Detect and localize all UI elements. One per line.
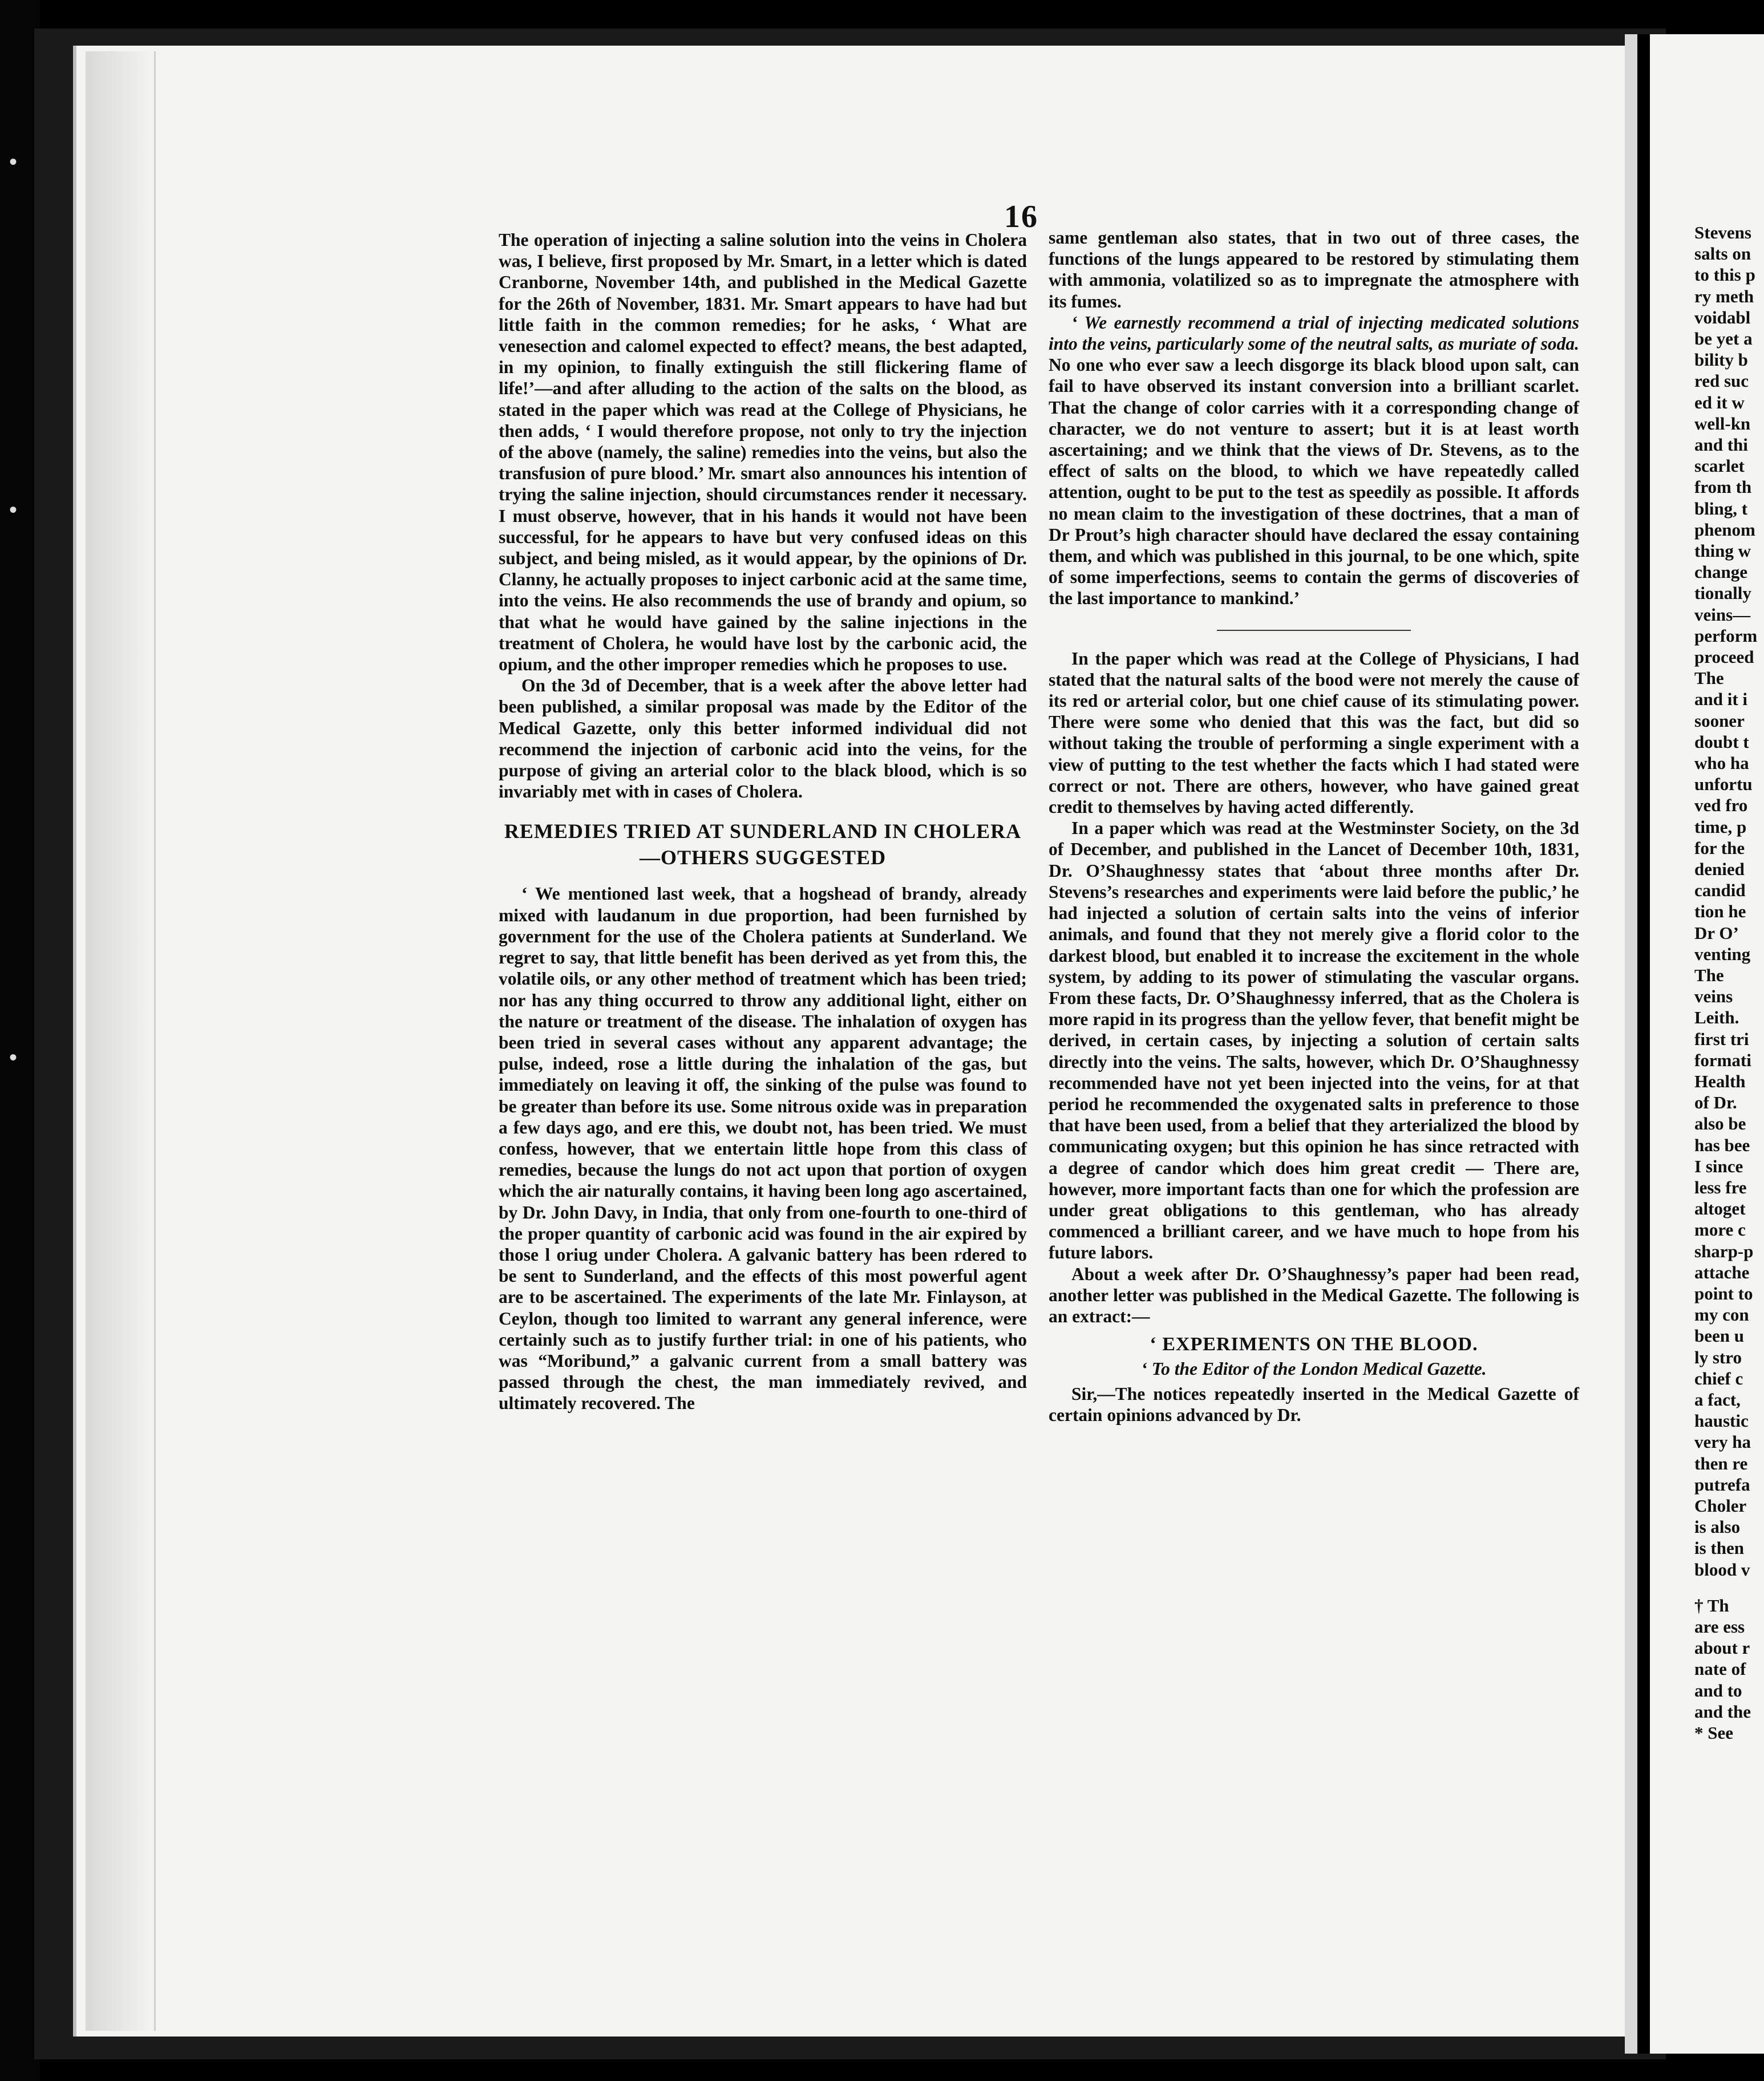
next-page-text-fragment: ved fro [1694, 795, 1748, 816]
quoted-paragraph: ‘ We mentioned last week, that a hogshead of brandy, already mixed with laudanum in due proportion, had been furnished by government for the use of the Cholera patients at Sunderland. We regret to say, that little benefit has been derived as yet from this, the volatile oils, or any other method of treatment which has been tried; nor has any thing occurred to throw any additional light, either on the nature or treatment of the disease. The inhalation of oxygen has been tried in several cases without any apparent advantage; the pulse, indeed, rose a little during the inhalation of the gas, but immediately on leaving it off, the sinking of the pulse was found to be greater than before its use. Some nitrous oxide was in preparation a few days ago, and ere this, we doubt not, has been tried. We must confess, however, that we entertain little hope from this class of remedies, because the lungs do not act upon that portion of oxygen which the air naturally contains, it having been long ago ascertained, by Dr. John Davy, in India, that only from one-fourth to one-third of the proper quantity of carbonic acid was found in the air expired by those l oriug under Cholera. A galvanic battery has been rdered to be sent to Sunderland, and the effects of this most powerful agent are to be ascertained. The experiments of the late Mr. Finlayson, at Ceylon, though too limited to warrant any general inference, were certainly such as to justify further trial: in one of his patients, who was “Moribund,” a galvanic current from a small battery was passed through the chest, the man immediately revived, and ultimately recovered. The [499, 884, 1027, 1414]
next-page-text-fragment: altoget [1694, 1199, 1746, 1219]
letter-addressee: ‘ To the Editor of the London Medical Gazette. [1141, 1359, 1487, 1379]
next-page-text-fragment: my con [1694, 1305, 1749, 1325]
letter-body: Sir,—The notices repeatedly inserted in the Medical Gazette of certain opinions advanced by Dr. [1049, 1383, 1579, 1425]
next-page-text-fragment: The [1694, 668, 1724, 689]
next-page-text-fragment: point to [1694, 1284, 1753, 1303]
next-page-text-fragment: tion he [1694, 901, 1746, 922]
next-page-text-fragment: change [1694, 562, 1747, 582]
quote-italic: ‘ We earnestly recommend a trial of injecting medicated solutions into the veins, particularly some of the neutral salts, as muriate of soda. [1049, 312, 1579, 354]
next-page-text-fragment: proceed [1694, 647, 1754, 667]
next-page-text-fragment: from th [1694, 477, 1752, 497]
quoted-paragraph [1049, 312, 1579, 609]
next-page-fragment [1650, 34, 1764, 2054]
next-page-text-fragment: Dr O’ [1694, 922, 1739, 943]
next-page-text-fragment: and to [1694, 1680, 1742, 1701]
next-page-text-fragment: more c [1694, 1220, 1746, 1240]
margin-mark: • [9, 149, 18, 175]
next-page-text-fragment: ry meth [1694, 286, 1754, 306]
next-page-text-fragment: tionally [1694, 583, 1751, 604]
next-page-text-fragment: phenom [1694, 519, 1755, 540]
next-page-text-fragment: chief c [1694, 1368, 1743, 1388]
next-page-text-fragment: Health [1694, 1071, 1746, 1091]
next-page-text-fragment: denied [1694, 859, 1745, 879]
next-page-text-fragment: of Dr. [1694, 1092, 1737, 1113]
next-page-text-fragment: less fre [1694, 1177, 1747, 1197]
next-page-text-fragment: bility b [1694, 350, 1748, 370]
body-paragraph: In a paper which was read at the Westminster Society, on the 3d of December, and published in the Lancet of December 10th, 1831, Dr. O’Shaughnessy states that ‘about three months after Dr. Stevens’s researches and experiments were laid before the public,’ he had injected a solution of certain salts into the veins of inferior animals, and found that they not merely give a florid color to the darkest blood, but enabled it to increase the excitement in the whole system, by adding to its power of stimulating the vascular organs. From these facts, Dr. O’Shaughnessy inferred, that as the Cholera is more rapid in its progress than the yellow fever, that benefit might be derived, in certain cases, by injecting a solution of certain salts directly into the veins. The salts, however, which Dr. O’Shaughnessy recommended have not yet been injected into the veins, for at that period he recommended the oxygenated salts in preference to those that have been used, from a belief that they arterialized the blood by communicating oxygen; but this opinion he has since retracted with a degree of candor which does him great credit — There are, however, more important facts than one for which the profession are under great obligations to this gentleman, who has already commenced a brilliant career, and we have much to hope from his future labors. [1049, 818, 1579, 1263]
next-page-text-fragment: about r [1694, 1638, 1750, 1658]
next-page-text-fragment: perform [1694, 625, 1758, 646]
next-page-text-fragment: The [1694, 965, 1724, 985]
next-page-text-fragment: are ess [1694, 1617, 1745, 1637]
next-page-text-fragment: attache [1694, 1262, 1750, 1282]
margin-mark: • [9, 1044, 18, 1070]
next-page-text-fragment: then re [1694, 1453, 1748, 1473]
letter-heading: ‘ EXPERIMENTS ON THE BLOOD. [1150, 1334, 1478, 1355]
body-paragraph: About a week after Dr. O’Shaughnessy’s paper had been read, another letter was published in the Medical Gazette. The following is an extract:— [1049, 1264, 1579, 1326]
next-page-text-fragment: is also [1694, 1517, 1741, 1537]
next-page-text-fragment: Choler [1694, 1496, 1747, 1516]
next-page-text-fragment: and it i [1694, 689, 1748, 710]
right-column [1049, 227, 1579, 1426]
body-paragraph: The operation of injecting a saline solution into the veins in Cholera was, I believe, first proposed by Mr. Smart, in a letter which is dated Cranborne, November 14th, and published in the Medical Gazette for the 26th of November, 1831. Mr. Smart appears to have had but little faith in the common remedies; for he asks, ‘ What are venesection and calomel expected to effect? means, the best adapted, in my opinion, to finally extinguish the still flickering flame of life!’—and after alluding to the action of the salts on the blood, as stated in the paper which was read at the College of Physicians, he then adds, ‘ I would therefore propose, not only to try the injection of the above (namely, the saline) remedies into the veins, but also the transfusion of pure blood.’ Mr. smart also announces his intention of trying the saline injection, should circumstances render it necessary. I must observe, however, that in his hands it would not have been successful, for he appears to have but very confused ideas on this subject, and being misled, as it would appear, by the opinions of Dr. Clanny, he actually proposes to inject carbonic acid at the same time, into the veins. He also recommends the use of brandy and opium, so that what he would have gained by the saline injections in the treatment of Cholera, he would have lost by the carbonic acid, the opium, and the other improper remedies which he proposes to use. [499, 230, 1027, 675]
next-page-text-fragment: has bee [1694, 1135, 1750, 1155]
page-binding-line [154, 51, 156, 2031]
next-page-text-fragment: venting [1694, 944, 1751, 964]
next-page-text-fragment: I since [1694, 1156, 1743, 1176]
next-page-text-fragment: who ha [1694, 753, 1749, 773]
next-page-text-fragment: veins— [1694, 604, 1751, 625]
next-page-text-fragment: Stevens [1694, 222, 1751, 242]
next-page-text-fragment: * See [1694, 1723, 1734, 1743]
next-page-text-fragment: blood v [1694, 1559, 1750, 1580]
next-page-text-fragment: scarlet [1694, 456, 1745, 476]
next-page-text-fragment: be yet a [1694, 329, 1753, 349]
next-page-text-fragment: Leith. [1694, 1007, 1739, 1028]
section-heading: REMEDIES TRIED AT SUNDERLAND IN CHOLERA—OTHERS SUGGESTED [504, 820, 1022, 869]
next-page-text-fragment: red suc [1694, 371, 1749, 391]
left-column [499, 229, 1027, 1414]
next-page-text-fragment: and the [1694, 1701, 1751, 1722]
next-page-text-fragment: ly stro [1694, 1347, 1742, 1367]
next-page-text-fragment: bling, t [1694, 498, 1748, 519]
quote-rest: No one who ever saw a leech disgorge its black blood upon salt, can fail to have observed its instant conversion into a brilliant scarlet. That the change of color carries with it a corresponding change of character, we do not venture to assert; but it is at least worth ascertaining; and we think that the views of Dr. Stevens, as to the effect of salts on the blood, to which we have repeatedly called attention, ought to be put to the test as speedily as possible. It affords no mean claim to the investigation of these doctrines, that a man of Dr Prout’s high character should have declared the essay containing them, and which was published in this journal, to be one which, spite of some imperfections, seems to contain the germs of discoveries of the last importance to mankind.’ [1049, 355, 1579, 609]
next-page-text-fragment: candid [1694, 880, 1746, 901]
next-page-text-fragment: and thi [1694, 435, 1748, 455]
page-number: 16 [1004, 199, 1038, 234]
next-page-text-fragment: a fact, [1694, 1390, 1741, 1410]
next-page-text-fragment: first tri [1694, 1029, 1749, 1049]
body-paragraph: In the paper which was read at the College of Physicians, I had stated that the natural salts of the bood were not merely the cause of its red or arterial color, but one chief cause of its stimulating power. There were some who denied that this was the fact, but did so without taking the trouble of performing a single experiment with a view of putting to the test whether the facts which I had stated were correct or not. There are others, however, who have gained great credit to themselves by having acted differently. [1049, 648, 1579, 817]
next-page-text-fragment: time, p [1694, 816, 1747, 837]
next-page-text-fragment: also be [1694, 1114, 1746, 1134]
margin-mark: • [9, 497, 18, 523]
next-page-text-fragment: veins [1694, 986, 1733, 1007]
next-page-text-fragment: is then [1694, 1538, 1744, 1558]
next-page-text-fragment: to this p [1694, 265, 1755, 285]
body-paragraph: same gentleman also states, that in two out of three cases, the functions of the lungs appeared to be restored by stimulating them with ammonia, volatilized so as to impregnate the atmosphere with its fumes. [1049, 228, 1579, 311]
body-paragraph: On the 3d of December, that is a week after the above letter had been published, a similar proposal was made by the Editor of the Medical Gazette, only this better informed individual did not recommend the injection of carbonic acid into the veins, for the purpose of giving an arterial color to the black blood, which is so invariably met with in cases of Cholera. [499, 675, 1027, 802]
next-page-text-fragment: salts on [1694, 244, 1751, 264]
next-page-text-fragment: been u [1694, 1326, 1744, 1346]
next-page-text-fragment: † Th [1694, 1595, 1729, 1616]
next-page-text-fragment: putrefa [1694, 1474, 1750, 1495]
next-page-text-fragment: ed it w [1694, 392, 1745, 412]
next-page-text-fragment: nate of [1694, 1659, 1746, 1679]
next-page-text-fragment: sooner [1694, 710, 1745, 731]
next-page-text-fragment: well-kn [1694, 413, 1751, 434]
next-page-text-fragment: doubt t [1694, 731, 1749, 752]
next-page-text-fragment: unfortu [1694, 774, 1753, 795]
page-gap [1637, 34, 1650, 2054]
next-page-text-fragment: formati [1694, 1050, 1751, 1070]
next-page-text-fragment: voidabl [1694, 307, 1751, 327]
next-page-text-fragment: sharp-p [1694, 1241, 1754, 1261]
page-edge [1625, 34, 1637, 2054]
next-page-text-fragment: haustic [1694, 1411, 1749, 1431]
section-divider [1217, 630, 1411, 631]
next-page-text-fragment: for the [1694, 837, 1745, 858]
next-page-text-fragment: very ha [1694, 1432, 1751, 1452]
page-binding-shadow [86, 51, 148, 2031]
next-page-text-fragment: thing w [1694, 541, 1751, 561]
